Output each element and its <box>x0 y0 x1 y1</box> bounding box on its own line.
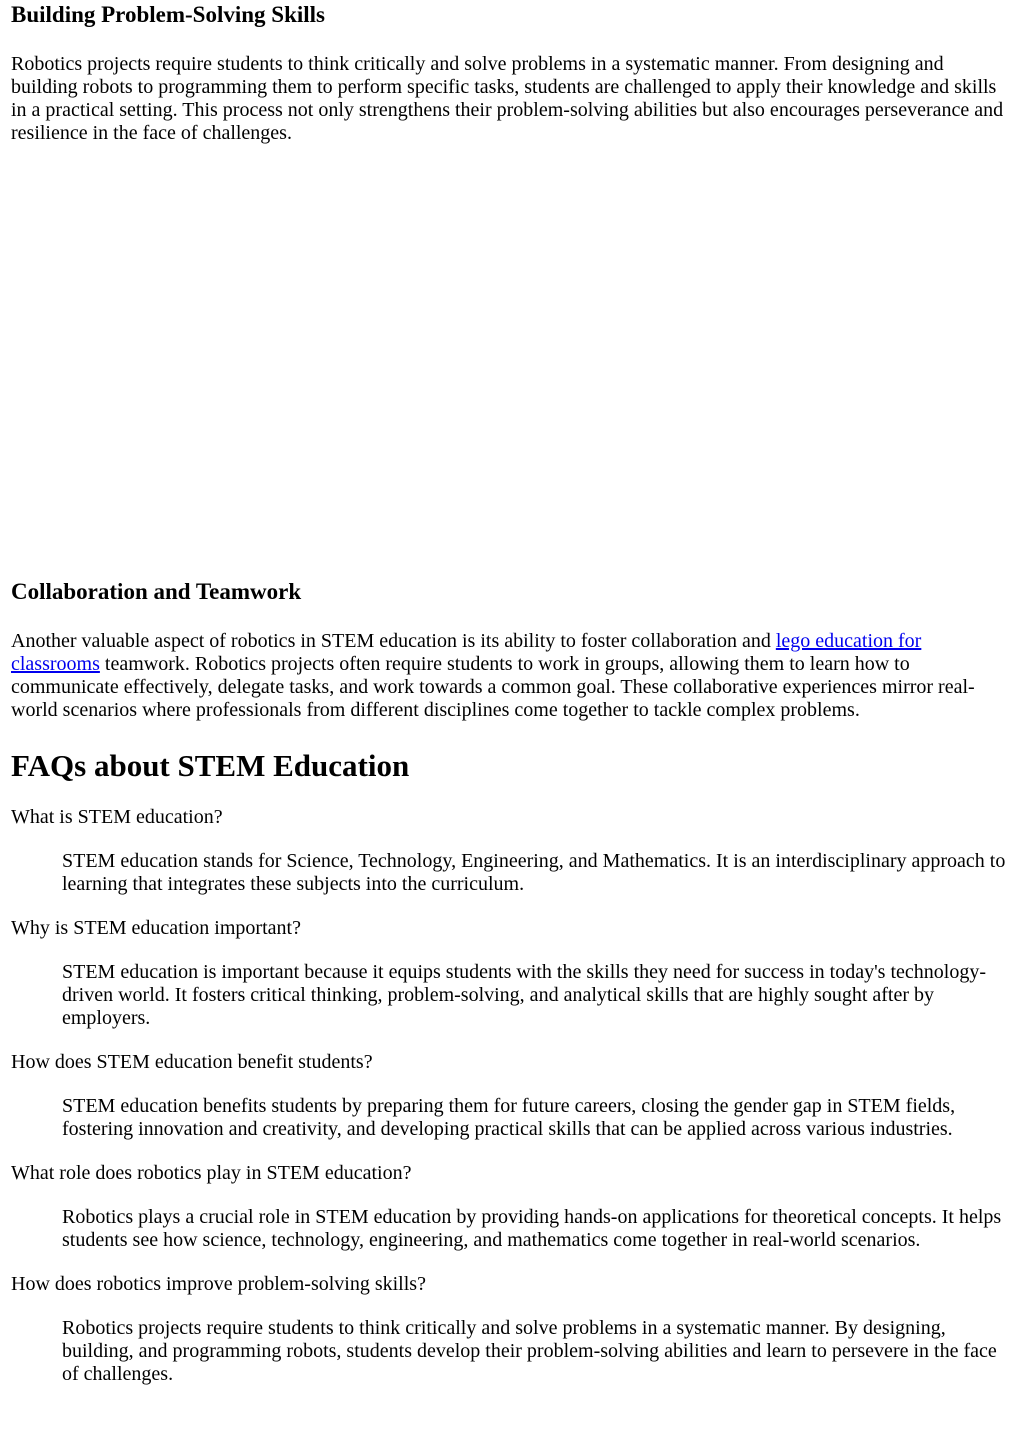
faq-heading: FAQs about STEM Education <box>11 748 410 783</box>
faq-question: What is STEM education? <box>11 806 223 828</box>
faq-answer: STEM education benefits students by preparing them for future careers, closing the gender gap in STEM fields, fostering innovation and creativity, and developing practical skills that can be applied across various industries. <box>62 1095 956 1140</box>
faq-question: How does robotics improve problem-solving skills? <box>11 1273 426 1295</box>
faq-list <box>11 806 1014 1386</box>
faq-question: Why is STEM education important? <box>11 917 301 939</box>
paragraph-text-after-link: teamwork. Robotics projects often require students to work in groups, allowing them to learn how to communicate effectively, delegate tasks, and work towards a common goal. These collaborative experiences mirror real-world scenarios where professionals from different disciplines come together to tackle complex problems. <box>11 653 975 721</box>
section-heading-problem-solving: Building Problem-Solving Skills <box>11 2 326 27</box>
paragraph-text-before-link: Another valuable aspect of robotics in STEM education is its ability to foster collaboration and <box>11 630 776 652</box>
faq-answer: Robotics projects require students to think critically and solve problems in a systematic manner. By designing, building, and programming robots, students develop their problem-solving abilities and learn to persevere in the face of challenges. <box>62 1317 997 1385</box>
faq-answer: Robotics plays a crucial role in STEM education by providing hands-on applications for theoretical concepts. It helps students see how science, technology, engineering, and mathematics come together in real-world scenarios. <box>62 1206 1002 1251</box>
section-heading-collaboration: Collaboration and Teamwork <box>11 579 302 604</box>
lego-education-link[interactable]: lego education for classrooms <box>11 630 922 675</box>
faq-answer: STEM education is important because it equips students with the skills they need for success in today's technology-driven world. It fosters critical thinking, problem-solving, and analytical skills that are highly sought after by employers. <box>62 961 986 1029</box>
section-paragraph-collaboration <box>11 630 1014 722</box>
section-paragraph-problem-solving: Robotics projects require students to think critically and solve problems in a systematic manner. From designing and building robots to programming them to perform specific tasks, students are challenged to apply their knowledge and skills in a practical setting. This process not only strengthens their problem-solving abilities but also encourages perseverance and resilience in the face of challenges. <box>11 53 1004 144</box>
faq-question: How does STEM education benefit students? <box>11 1051 373 1073</box>
blank-content-area <box>11 145 1014 579</box>
faq-question: What role does robotics play in STEM education? <box>11 1162 412 1184</box>
faq-answer: STEM education stands for Science, Technology, Engineering, and Mathematics. It is an interdisciplinary approach to learning that integrates these subjects into the curriculum. <box>62 850 1006 895</box>
